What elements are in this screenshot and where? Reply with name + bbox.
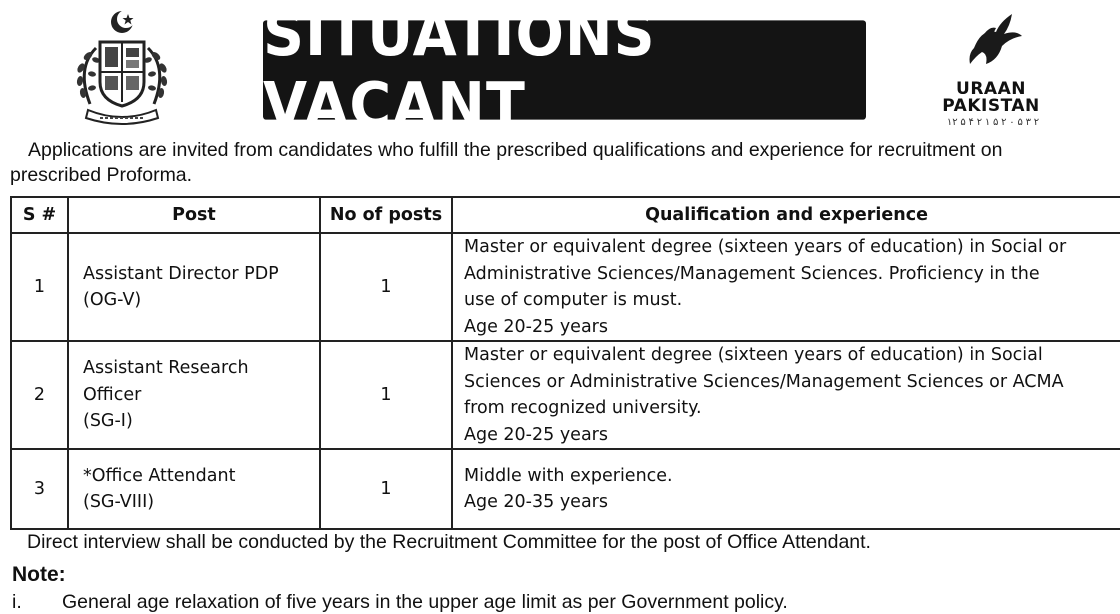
cell-qualification: [452, 233, 1120, 341]
intro-line-2: prescribed Proforma.: [10, 164, 193, 186]
cell-post: [68, 341, 320, 449]
col-header-no-of-posts: No of posts: [320, 197, 452, 233]
post-line: *Office Attendant: [83, 465, 236, 486]
cell-qualification: [452, 341, 1120, 449]
qualification-line: Administrative Sciences/Management Sciences. Proficiency in the: [464, 263, 1040, 284]
page-title: SITUATIONS VACANT: [263, 20, 866, 119]
bird-icon: [926, 8, 1056, 80]
qualification-line: use of computer is must.: [464, 290, 683, 310]
table-row: [11, 449, 1120, 529]
table-header-row: [11, 197, 1120, 233]
cell-no-of-posts: 1: [320, 233, 452, 341]
qualification-line: Age 20-25 years: [464, 424, 608, 445]
intro-paragraph: [10, 138, 1120, 188]
note-item-text: General age relaxation of five years in the upper age limit as per Government policy.: [62, 591, 788, 613]
positions-table: [10, 196, 1120, 530]
note-heading: Note:: [12, 563, 66, 586]
cell-sno: 2: [11, 341, 68, 449]
intro-line-1: Applications are invited from candidates who fulfill the prescribed qualifications and experience for recruitment on: [28, 139, 1003, 161]
table-row: [11, 341, 1120, 449]
interview-notice: Direct interview shall be conducted by the Recruitment Committee for the post of Office Attendant.: [27, 531, 871, 553]
cell-qualification: [452, 449, 1120, 529]
qualification-line: Middle with experience.: [464, 465, 673, 486]
state-emblem-logo: [66, 8, 178, 128]
note-item-number: i.: [12, 591, 22, 613]
post-line: (OG-V): [83, 290, 142, 310]
qualification-line: Master or equivalent degree (sixteen years of education) in Social: [464, 345, 1043, 365]
uraan-logo-line2: PAKISTAN: [942, 96, 1040, 116]
uraan-pakistan-logo: [926, 8, 1056, 128]
uraan-logo-line1: URAAN: [956, 79, 1026, 99]
post-line: (SG-VIII): [83, 492, 155, 512]
post-line: Officer: [83, 384, 142, 405]
post-line: (SG-I): [83, 411, 133, 432]
note-item: [12, 591, 788, 614]
qualification-line: from recognized university.: [464, 398, 702, 418]
post-line: Assistant Research: [83, 358, 249, 379]
cell-no-of-posts: 1: [320, 449, 452, 529]
qualification-line: Age 20-25 years: [464, 316, 608, 337]
uraan-logo-urdu-tagline: ۱۲ ۵ ۴ ۲ ۱ ۵ ۲ ۰ ۵ ۳ ۲: [946, 117, 1040, 128]
cell-post: [68, 233, 320, 341]
qualification-line: Master or equivalent degree (sixteen years of education) in Social or: [464, 237, 1067, 257]
col-header-post: Post: [68, 197, 320, 233]
cell-sno: 1: [11, 233, 68, 341]
qualification-line: Sciences or Administrative Sciences/Management Sciences or ACMA: [464, 371, 1064, 392]
table-row: [11, 233, 1120, 341]
post-line: Assistant Director PDP: [83, 263, 279, 284]
qualification-line: Age 20-35 years: [464, 492, 608, 512]
cell-post: [68, 449, 320, 529]
cell-no-of-posts: 1: [320, 341, 452, 449]
col-header-sno: S #: [11, 197, 68, 233]
col-header-qualification: Qualification and experience: [452, 197, 1120, 233]
cell-sno: 3: [11, 449, 68, 529]
